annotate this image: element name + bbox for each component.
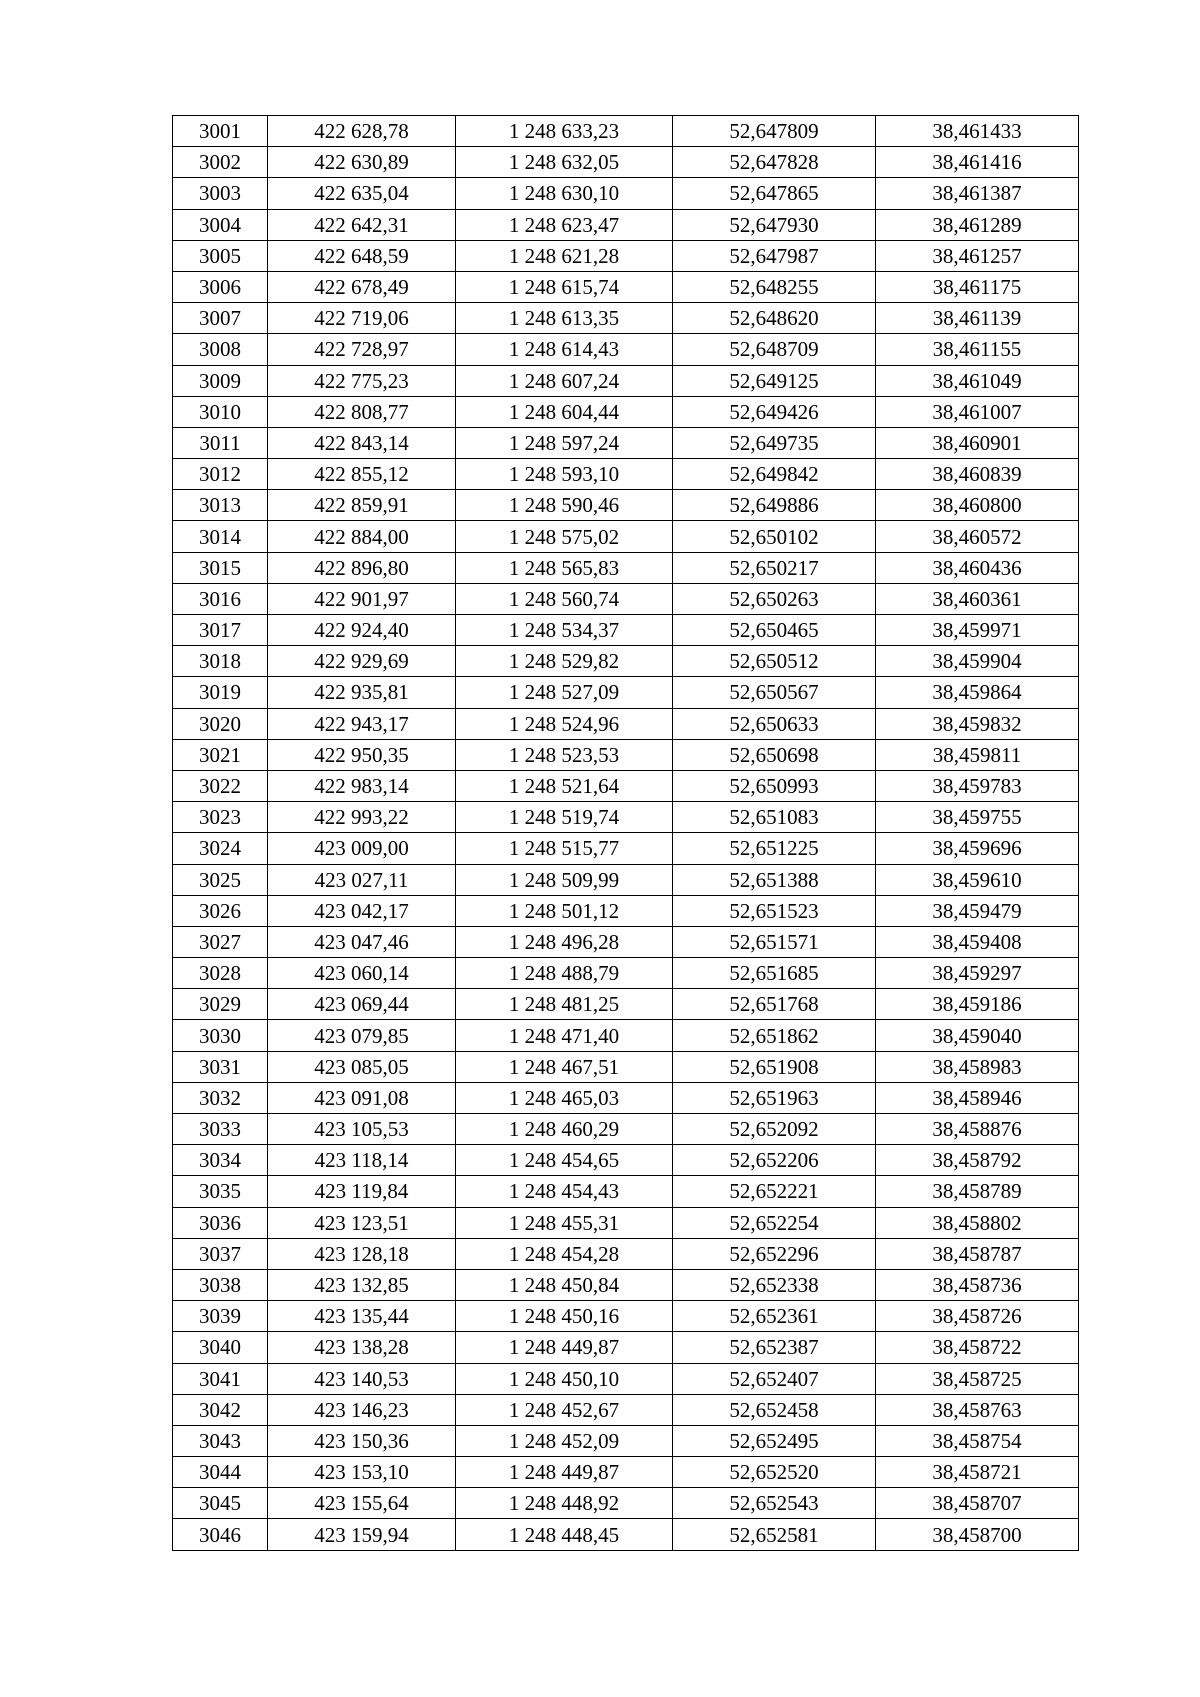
point-number-cell: 3020 <box>173 708 268 739</box>
point-number-cell: 3038 <box>173 1269 268 1300</box>
x-coordinate-cell: 423 091,08 <box>268 1082 456 1113</box>
longitude-cell: 38,458763 <box>876 1394 1079 1425</box>
latitude-cell: 52,650465 <box>673 615 876 646</box>
point-number-cell: 3017 <box>173 615 268 646</box>
y-coordinate-cell: 1 248 455,31 <box>456 1207 673 1238</box>
x-coordinate-cell: 423 135,44 <box>268 1301 456 1332</box>
latitude-cell: 52,647930 <box>673 209 876 240</box>
y-coordinate-cell: 1 248 521,64 <box>456 770 673 801</box>
latitude-cell: 52,647865 <box>673 178 876 209</box>
longitude-cell: 38,458722 <box>876 1332 1079 1363</box>
table-row <box>173 802 1079 833</box>
latitude-cell: 52,647828 <box>673 147 876 178</box>
longitude-cell: 38,461387 <box>876 178 1079 209</box>
x-coordinate-cell: 423 159,94 <box>268 1519 456 1550</box>
x-coordinate-cell: 422 943,17 <box>268 708 456 739</box>
x-coordinate-cell: 423 085,05 <box>268 1051 456 1082</box>
point-number-cell: 3012 <box>173 459 268 490</box>
longitude-cell: 38,461155 <box>876 334 1079 365</box>
y-coordinate-cell: 1 248 633,23 <box>456 116 673 147</box>
point-number-cell: 3013 <box>173 490 268 521</box>
point-number-cell: 3011 <box>173 427 268 458</box>
x-coordinate-cell: 423 118,14 <box>268 1145 456 1176</box>
longitude-cell: 38,459755 <box>876 802 1079 833</box>
point-number-cell: 3014 <box>173 521 268 552</box>
y-coordinate-cell: 1 248 604,44 <box>456 396 673 427</box>
x-coordinate-cell: 423 069,44 <box>268 989 456 1020</box>
y-coordinate-cell: 1 248 450,10 <box>456 1363 673 1394</box>
y-coordinate-cell: 1 248 575,02 <box>456 521 673 552</box>
x-coordinate-cell: 422 924,40 <box>268 615 456 646</box>
latitude-cell: 52,649426 <box>673 396 876 427</box>
latitude-cell: 52,651963 <box>673 1082 876 1113</box>
x-coordinate-cell: 422 843,14 <box>268 427 456 458</box>
y-coordinate-cell: 1 248 449,87 <box>456 1332 673 1363</box>
point-number-cell: 3043 <box>173 1425 268 1456</box>
longitude-cell: 38,458700 <box>876 1519 1079 1550</box>
table-row <box>173 396 1079 427</box>
point-number-cell: 3034 <box>173 1145 268 1176</box>
longitude-cell: 38,460572 <box>876 521 1079 552</box>
point-number-cell: 3001 <box>173 116 268 147</box>
x-coordinate-cell: 422 808,77 <box>268 396 456 427</box>
latitude-cell: 52,650993 <box>673 770 876 801</box>
latitude-cell: 52,648255 <box>673 271 876 302</box>
y-coordinate-cell: 1 248 590,46 <box>456 490 673 521</box>
latitude-cell: 52,651571 <box>673 926 876 957</box>
y-coordinate-cell: 1 248 630,10 <box>456 178 673 209</box>
longitude-cell: 38,459610 <box>876 864 1079 895</box>
latitude-cell: 52,652338 <box>673 1269 876 1300</box>
latitude-cell: 52,649125 <box>673 365 876 396</box>
latitude-cell: 52,652520 <box>673 1457 876 1488</box>
y-coordinate-cell: 1 248 467,51 <box>456 1051 673 1082</box>
longitude-cell: 38,458802 <box>876 1207 1079 1238</box>
x-coordinate-cell: 422 630,89 <box>268 147 456 178</box>
table-row <box>173 1301 1079 1332</box>
longitude-cell: 38,458725 <box>876 1363 1079 1394</box>
longitude-cell: 38,458721 <box>876 1457 1079 1488</box>
longitude-cell: 38,461289 <box>876 209 1079 240</box>
y-coordinate-cell: 1 248 523,53 <box>456 739 673 770</box>
longitude-cell: 38,458876 <box>876 1114 1079 1145</box>
latitude-cell: 52,652296 <box>673 1238 876 1269</box>
point-number-cell: 3023 <box>173 802 268 833</box>
x-coordinate-cell: 423 146,23 <box>268 1394 456 1425</box>
longitude-cell: 38,458946 <box>876 1082 1079 1113</box>
x-coordinate-cell: 422 628,78 <box>268 116 456 147</box>
longitude-cell: 38,460361 <box>876 583 1079 614</box>
point-number-cell: 3019 <box>173 677 268 708</box>
longitude-cell: 38,461416 <box>876 147 1079 178</box>
x-coordinate-cell: 422 719,06 <box>268 303 456 334</box>
longitude-cell: 38,458787 <box>876 1238 1079 1269</box>
latitude-cell: 52,651685 <box>673 958 876 989</box>
table-row <box>173 209 1079 240</box>
y-coordinate-cell: 1 248 454,65 <box>456 1145 673 1176</box>
table-row <box>173 271 1079 302</box>
table-row <box>173 521 1079 552</box>
longitude-cell: 38,459408 <box>876 926 1079 957</box>
longitude-cell: 38,459297 <box>876 958 1079 989</box>
table-row <box>173 646 1079 677</box>
y-coordinate-cell: 1 248 471,40 <box>456 1020 673 1051</box>
latitude-cell: 52,651523 <box>673 895 876 926</box>
point-number-cell: 3033 <box>173 1114 268 1145</box>
point-number-cell: 3039 <box>173 1301 268 1332</box>
x-coordinate-cell: 423 153,10 <box>268 1457 456 1488</box>
table-row <box>173 615 1079 646</box>
x-coordinate-cell: 423 150,36 <box>268 1425 456 1456</box>
point-number-cell: 3024 <box>173 833 268 864</box>
table-row <box>173 147 1079 178</box>
table-row <box>173 240 1079 271</box>
table-row <box>173 1332 1079 1363</box>
point-number-cell: 3040 <box>173 1332 268 1363</box>
x-coordinate-cell: 422 901,97 <box>268 583 456 614</box>
point-number-cell: 3010 <box>173 396 268 427</box>
point-number-cell: 3007 <box>173 303 268 334</box>
y-coordinate-cell: 1 248 534,37 <box>456 615 673 646</box>
point-number-cell: 3022 <box>173 770 268 801</box>
point-number-cell: 3006 <box>173 271 268 302</box>
latitude-cell: 52,650567 <box>673 677 876 708</box>
y-coordinate-cell: 1 248 613,35 <box>456 303 673 334</box>
table-row <box>173 116 1079 147</box>
longitude-cell: 38,461139 <box>876 303 1079 334</box>
latitude-cell: 52,651768 <box>673 989 876 1020</box>
latitude-cell: 52,651862 <box>673 1020 876 1051</box>
table-row <box>173 490 1079 521</box>
longitude-cell: 38,459864 <box>876 677 1079 708</box>
x-coordinate-cell: 423 042,17 <box>268 895 456 926</box>
y-coordinate-cell: 1 248 448,45 <box>456 1519 673 1550</box>
longitude-cell: 38,460839 <box>876 459 1079 490</box>
y-coordinate-cell: 1 248 519,74 <box>456 802 673 833</box>
table-row <box>173 1519 1079 1550</box>
x-coordinate-cell: 422 678,49 <box>268 271 456 302</box>
point-number-cell: 3044 <box>173 1457 268 1488</box>
point-number-cell: 3025 <box>173 864 268 895</box>
longitude-cell: 38,458983 <box>876 1051 1079 1082</box>
x-coordinate-cell: 423 105,53 <box>268 1114 456 1145</box>
y-coordinate-cell: 1 248 452,09 <box>456 1425 673 1456</box>
point-number-cell: 3009 <box>173 365 268 396</box>
latitude-cell: 52,649735 <box>673 427 876 458</box>
point-number-cell: 3008 <box>173 334 268 365</box>
x-coordinate-cell: 422 983,14 <box>268 770 456 801</box>
y-coordinate-cell: 1 248 488,79 <box>456 958 673 989</box>
table-row <box>173 334 1079 365</box>
point-number-cell: 3036 <box>173 1207 268 1238</box>
latitude-cell: 52,652092 <box>673 1114 876 1145</box>
x-coordinate-cell: 422 935,81 <box>268 677 456 708</box>
longitude-cell: 38,459971 <box>876 615 1079 646</box>
latitude-cell: 52,652581 <box>673 1519 876 1550</box>
table-row <box>173 708 1079 739</box>
latitude-cell: 52,650512 <box>673 646 876 677</box>
y-coordinate-cell: 1 248 621,28 <box>456 240 673 271</box>
y-coordinate-cell: 1 248 529,82 <box>456 646 673 677</box>
latitude-cell: 52,647987 <box>673 240 876 271</box>
x-coordinate-cell: 423 128,18 <box>268 1238 456 1269</box>
longitude-cell: 38,461049 <box>876 365 1079 396</box>
x-coordinate-cell: 423 140,53 <box>268 1363 456 1394</box>
y-coordinate-cell: 1 248 515,77 <box>456 833 673 864</box>
table-row <box>173 770 1079 801</box>
table-row <box>173 926 1079 957</box>
table-row <box>173 1425 1079 1456</box>
x-coordinate-cell: 422 728,97 <box>268 334 456 365</box>
table-row <box>173 583 1079 614</box>
latitude-cell: 52,651388 <box>673 864 876 895</box>
table-row <box>173 178 1079 209</box>
latitude-cell: 52,648709 <box>673 334 876 365</box>
longitude-cell: 38,458754 <box>876 1425 1079 1456</box>
point-number-cell: 3035 <box>173 1176 268 1207</box>
table-row <box>173 1145 1079 1176</box>
latitude-cell: 52,650633 <box>673 708 876 739</box>
table-row <box>173 833 1079 864</box>
table-row <box>173 989 1079 1020</box>
x-coordinate-cell: 423 060,14 <box>268 958 456 989</box>
x-coordinate-cell: 422 884,00 <box>268 521 456 552</box>
table-row <box>173 1457 1079 1488</box>
y-coordinate-cell: 1 248 614,43 <box>456 334 673 365</box>
x-coordinate-cell: 422 855,12 <box>268 459 456 490</box>
x-coordinate-cell: 422 929,69 <box>268 646 456 677</box>
longitude-cell: 38,459832 <box>876 708 1079 739</box>
point-number-cell: 3027 <box>173 926 268 957</box>
table-row <box>173 1176 1079 1207</box>
longitude-cell: 38,458789 <box>876 1176 1079 1207</box>
latitude-cell: 52,652387 <box>673 1332 876 1363</box>
table-row <box>173 552 1079 583</box>
table-row <box>173 958 1079 989</box>
latitude-cell: 52,649886 <box>673 490 876 521</box>
table-row <box>173 895 1079 926</box>
latitude-cell: 52,651083 <box>673 802 876 833</box>
table-row <box>173 864 1079 895</box>
y-coordinate-cell: 1 248 448,92 <box>456 1488 673 1519</box>
table-row <box>173 303 1079 334</box>
x-coordinate-cell: 422 993,22 <box>268 802 456 833</box>
longitude-cell: 38,461433 <box>876 116 1079 147</box>
longitude-cell: 38,460901 <box>876 427 1079 458</box>
table-row <box>173 1394 1079 1425</box>
point-number-cell: 3026 <box>173 895 268 926</box>
table-row <box>173 1114 1079 1145</box>
x-coordinate-cell: 423 138,28 <box>268 1332 456 1363</box>
latitude-cell: 52,648620 <box>673 303 876 334</box>
table-row <box>173 1269 1079 1300</box>
point-number-cell: 3037 <box>173 1238 268 1269</box>
x-coordinate-cell: 422 775,23 <box>268 365 456 396</box>
y-coordinate-cell: 1 248 607,24 <box>456 365 673 396</box>
longitude-cell: 38,459186 <box>876 989 1079 1020</box>
table-row <box>173 1020 1079 1051</box>
longitude-cell: 38,461175 <box>876 271 1079 302</box>
longitude-cell: 38,459904 <box>876 646 1079 677</box>
coordinates-table <box>172 115 1079 1551</box>
y-coordinate-cell: 1 248 597,24 <box>456 427 673 458</box>
latitude-cell: 52,650102 <box>673 521 876 552</box>
longitude-cell: 38,458707 <box>876 1488 1079 1519</box>
table-row <box>173 427 1079 458</box>
point-number-cell: 3032 <box>173 1082 268 1113</box>
longitude-cell: 38,459696 <box>876 833 1079 864</box>
x-coordinate-cell: 423 155,64 <box>268 1488 456 1519</box>
latitude-cell: 52,652206 <box>673 1145 876 1176</box>
x-coordinate-cell: 423 132,85 <box>268 1269 456 1300</box>
point-number-cell: 3016 <box>173 583 268 614</box>
point-number-cell: 3018 <box>173 646 268 677</box>
y-coordinate-cell: 1 248 565,83 <box>456 552 673 583</box>
latitude-cell: 52,651908 <box>673 1051 876 1082</box>
x-coordinate-cell: 422 635,04 <box>268 178 456 209</box>
latitude-cell: 52,650217 <box>673 552 876 583</box>
point-number-cell: 3046 <box>173 1519 268 1550</box>
y-coordinate-cell: 1 248 452,67 <box>456 1394 673 1425</box>
longitude-cell: 38,458792 <box>876 1145 1079 1176</box>
y-coordinate-cell: 1 248 527,09 <box>456 677 673 708</box>
x-coordinate-cell: 423 079,85 <box>268 1020 456 1051</box>
latitude-cell: 52,651225 <box>673 833 876 864</box>
y-coordinate-cell: 1 248 632,05 <box>456 147 673 178</box>
longitude-cell: 38,459811 <box>876 739 1079 770</box>
latitude-cell: 52,652407 <box>673 1363 876 1394</box>
point-number-cell: 3005 <box>173 240 268 271</box>
coordinates-table-body <box>173 116 1079 1551</box>
y-coordinate-cell: 1 248 481,25 <box>456 989 673 1020</box>
table-row <box>173 677 1079 708</box>
point-number-cell: 3029 <box>173 989 268 1020</box>
latitude-cell: 52,652361 <box>673 1301 876 1332</box>
table-row <box>173 1207 1079 1238</box>
latitude-cell: 52,650698 <box>673 739 876 770</box>
x-coordinate-cell: 423 027,11 <box>268 864 456 895</box>
table-row <box>173 365 1079 396</box>
x-coordinate-cell: 422 648,59 <box>268 240 456 271</box>
point-number-cell: 3030 <box>173 1020 268 1051</box>
longitude-cell: 38,460800 <box>876 490 1079 521</box>
table-row <box>173 739 1079 770</box>
longitude-cell: 38,461007 <box>876 396 1079 427</box>
point-number-cell: 3028 <box>173 958 268 989</box>
latitude-cell: 52,647809 <box>673 116 876 147</box>
y-coordinate-cell: 1 248 450,84 <box>456 1269 673 1300</box>
table-row <box>173 459 1079 490</box>
x-coordinate-cell: 423 119,84 <box>268 1176 456 1207</box>
table-row <box>173 1488 1079 1519</box>
latitude-cell: 52,652254 <box>673 1207 876 1238</box>
x-coordinate-cell: 422 950,35 <box>268 739 456 770</box>
longitude-cell: 38,461257 <box>876 240 1079 271</box>
point-number-cell: 3004 <box>173 209 268 240</box>
longitude-cell: 38,459783 <box>876 770 1079 801</box>
longitude-cell: 38,459040 <box>876 1020 1079 1051</box>
longitude-cell: 38,458726 <box>876 1301 1079 1332</box>
x-coordinate-cell: 423 047,46 <box>268 926 456 957</box>
y-coordinate-cell: 1 248 450,16 <box>456 1301 673 1332</box>
y-coordinate-cell: 1 248 454,43 <box>456 1176 673 1207</box>
y-coordinate-cell: 1 248 460,29 <box>456 1114 673 1145</box>
x-coordinate-cell: 422 642,31 <box>268 209 456 240</box>
longitude-cell: 38,460436 <box>876 552 1079 583</box>
table-row <box>173 1238 1079 1269</box>
y-coordinate-cell: 1 248 501,12 <box>456 895 673 926</box>
latitude-cell: 52,649842 <box>673 459 876 490</box>
y-coordinate-cell: 1 248 509,99 <box>456 864 673 895</box>
x-coordinate-cell: 422 859,91 <box>268 490 456 521</box>
point-number-cell: 3002 <box>173 147 268 178</box>
table-row <box>173 1363 1079 1394</box>
point-number-cell: 3031 <box>173 1051 268 1082</box>
latitude-cell: 52,652495 <box>673 1425 876 1456</box>
point-number-cell: 3003 <box>173 178 268 209</box>
latitude-cell: 52,650263 <box>673 583 876 614</box>
x-coordinate-cell: 423 123,51 <box>268 1207 456 1238</box>
x-coordinate-cell: 422 896,80 <box>268 552 456 583</box>
y-coordinate-cell: 1 248 560,74 <box>456 583 673 614</box>
point-number-cell: 3042 <box>173 1394 268 1425</box>
y-coordinate-cell: 1 248 524,96 <box>456 708 673 739</box>
table-row <box>173 1051 1079 1082</box>
longitude-cell: 38,458736 <box>876 1269 1079 1300</box>
y-coordinate-cell: 1 248 615,74 <box>456 271 673 302</box>
y-coordinate-cell: 1 248 623,47 <box>456 209 673 240</box>
point-number-cell: 3015 <box>173 552 268 583</box>
point-number-cell: 3021 <box>173 739 268 770</box>
y-coordinate-cell: 1 248 465,03 <box>456 1082 673 1113</box>
latitude-cell: 52,652543 <box>673 1488 876 1519</box>
y-coordinate-cell: 1 248 593,10 <box>456 459 673 490</box>
point-number-cell: 3045 <box>173 1488 268 1519</box>
latitude-cell: 52,652221 <box>673 1176 876 1207</box>
x-coordinate-cell: 423 009,00 <box>268 833 456 864</box>
point-number-cell: 3041 <box>173 1363 268 1394</box>
longitude-cell: 38,459479 <box>876 895 1079 926</box>
y-coordinate-cell: 1 248 449,87 <box>456 1457 673 1488</box>
latitude-cell: 52,652458 <box>673 1394 876 1425</box>
table-row <box>173 1082 1079 1113</box>
y-coordinate-cell: 1 248 454,28 <box>456 1238 673 1269</box>
y-coordinate-cell: 1 248 496,28 <box>456 926 673 957</box>
